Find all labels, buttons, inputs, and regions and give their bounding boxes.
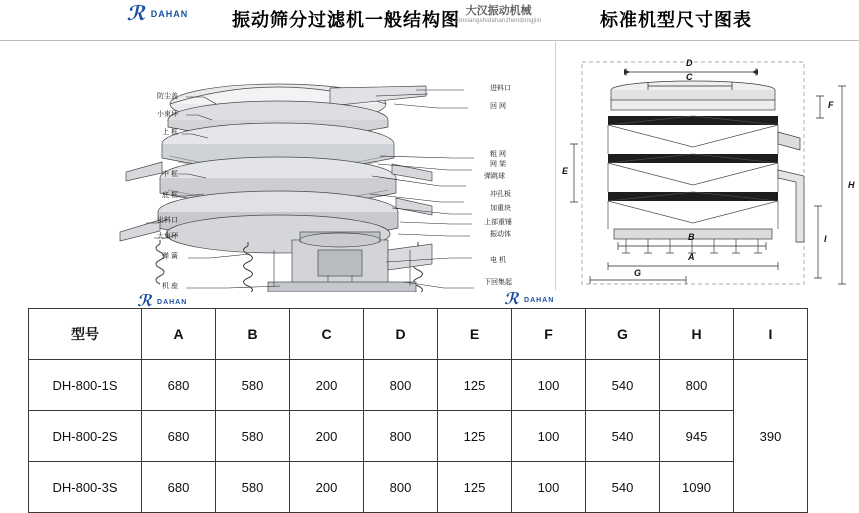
watermark-pinyin: xinxiangshidahanzhendongjixi — [456, 18, 542, 24]
structure-drawing — [0, 44, 552, 292]
dimension-label-A: A — [688, 252, 695, 262]
cell-model: DH-800-3S — [29, 462, 142, 513]
th-H: H — [660, 309, 734, 360]
label-dust-cover: 防尘盖 — [157, 93, 178, 100]
label-motor: 电 机 — [490, 257, 506, 264]
spec-table-wrapper — [28, 308, 782, 513]
th-D: D — [364, 309, 438, 360]
label-spring: 弹 簧 — [162, 253, 178, 260]
cell-D: 800 — [364, 462, 438, 513]
dimension-label-E: E — [562, 166, 569, 176]
dimension-label-C: C — [686, 72, 693, 82]
logo-text: DAHAN — [524, 296, 555, 304]
cell-C: 200 — [290, 462, 364, 513]
label-bottom-frame: 底 框 — [162, 192, 178, 199]
cell-H: 945 — [660, 411, 734, 462]
label-machine-base: 机 座 — [162, 283, 178, 290]
dimension-label-I: I — [824, 234, 827, 244]
label-discharge-port: 出料口 — [157, 217, 178, 224]
table-row — [29, 411, 808, 462]
cell-D: 800 — [364, 411, 438, 462]
dimension-label-H: H — [848, 180, 855, 190]
brand-logo — [125, 3, 189, 25]
spec-table — [28, 308, 808, 513]
cell-E: 125 — [438, 360, 512, 411]
cell-H: 800 — [660, 360, 734, 411]
brand-logo-right-bottom — [505, 292, 554, 308]
cell-G: 540 — [586, 411, 660, 462]
cell-A: 680 — [142, 360, 216, 411]
label-upper-frame: 上 框 — [162, 129, 178, 136]
logo-mark-icon: ℛ — [503, 291, 522, 308]
cell-C: 200 — [290, 360, 364, 411]
label-upper-weight: 上部重锤 — [484, 219, 512, 226]
cell-A: 680 — [142, 411, 216, 462]
table-row — [29, 360, 808, 411]
logo-text: DAHAN — [157, 298, 188, 306]
label-punched-plate: 冲孔板 — [490, 191, 511, 198]
label-weight-block: 加重块 — [490, 205, 511, 212]
logo-mark-icon: ℛ — [136, 293, 155, 310]
label-feed-inlet: 进料口 — [490, 85, 511, 92]
dimension-label-F: F — [828, 100, 834, 110]
label-large-ring: 大束环 — [157, 233, 178, 240]
cell-B: 580 — [216, 360, 290, 411]
label-return-mesh: 回 网 — [490, 103, 506, 110]
cell-G: 540 — [586, 360, 660, 411]
header — [0, 0, 859, 40]
th-F: F — [512, 309, 586, 360]
cell-B: 580 — [216, 411, 290, 462]
page-title-right: 标准机型尺寸图表 — [600, 10, 752, 30]
cell-F: 100 — [512, 360, 586, 411]
th-I: I — [734, 309, 808, 360]
label-small-ring: 小束环 — [157, 111, 178, 118]
logo-mark-icon: ℛ — [125, 3, 150, 25]
label-vibrating-body: 振动体 — [490, 231, 511, 238]
label-coarse-mesh: 粗 网 — [490, 151, 506, 158]
cell-F: 100 — [512, 462, 586, 513]
cell-A: 680 — [142, 462, 216, 513]
cell-E: 125 — [438, 462, 512, 513]
label-lower-collection: 下回集起 — [484, 279, 512, 286]
table-row — [29, 462, 808, 513]
dimension-label-B: B — [688, 232, 695, 242]
cell-I: 390 — [734, 360, 808, 513]
watermark — [456, 2, 541, 24]
dimension-label-G: G — [634, 268, 642, 278]
structure-diagram — [0, 44, 555, 310]
th-G: G — [586, 309, 660, 360]
cell-H: 1090 — [660, 462, 734, 513]
watermark-cn: 大汉振动机械 — [465, 5, 532, 17]
dimension-label-D: D — [686, 58, 693, 68]
label-middle-frame: 中 框 — [162, 171, 178, 178]
th-model: 型号 — [29, 309, 142, 360]
label-mesh-frame: 网 架 — [490, 161, 506, 168]
header-divider — [0, 40, 859, 41]
label-bouncing-ball: 弹跳球 — [484, 173, 505, 180]
cell-model: DH-800-2S — [29, 411, 142, 462]
table-header-row — [29, 309, 808, 360]
th-C: C — [290, 309, 364, 360]
cell-E: 125 — [438, 411, 512, 462]
cell-C: 200 — [290, 411, 364, 462]
dimension-drawing — [556, 44, 859, 292]
cell-model: DH-800-1S — [29, 360, 142, 411]
th-A: A — [142, 309, 216, 360]
cell-G: 540 — [586, 462, 660, 513]
page-title-left: 振动筛分过滤机一般结构图 — [232, 10, 460, 30]
logo-text: DAHAN — [150, 9, 189, 19]
th-B: B — [216, 309, 290, 360]
cell-B: 580 — [216, 462, 290, 513]
dimension-diagram — [556, 44, 859, 292]
cell-D: 800 — [364, 360, 438, 411]
cell-F: 100 — [512, 411, 586, 462]
th-E: E — [438, 309, 512, 360]
